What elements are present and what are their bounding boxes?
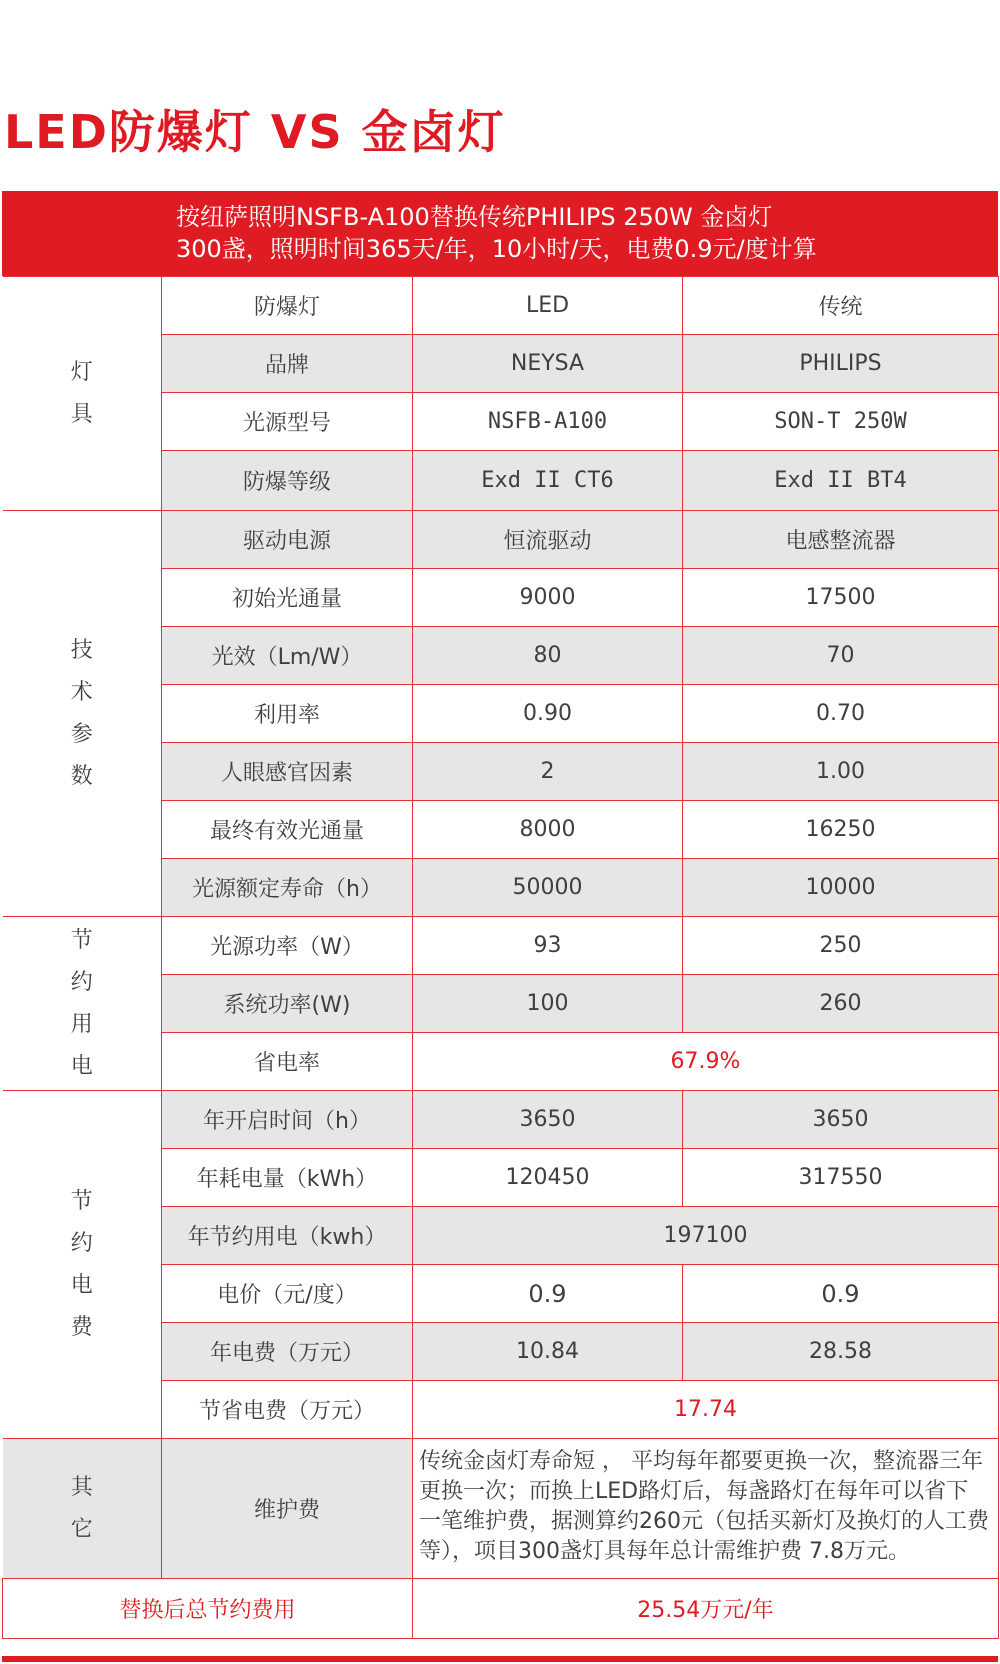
- cell-led: 93: [413, 917, 683, 975]
- row-label: 年节约用电（kwh）: [162, 1207, 413, 1265]
- cell-led: NSFB-A100: [413, 393, 683, 451]
- cell-traditional: 0.9: [683, 1265, 999, 1323]
- column-header-traditional: 传统: [683, 277, 999, 335]
- row-label: 光源功率（W）: [162, 917, 413, 975]
- row-label: 年开启时间（h）: [162, 1091, 413, 1149]
- cell-traditional: 电感整流器: [683, 511, 999, 569]
- row-label: 驱动电源: [162, 511, 413, 569]
- row-label: 节省电费（万元）: [162, 1381, 413, 1439]
- row-label: 防爆等级: [162, 451, 413, 511]
- row-label: 年耗电量（kWh）: [162, 1149, 413, 1207]
- table-row: [3, 917, 999, 975]
- table-row: [3, 277, 999, 335]
- cell-led: 120450: [413, 1149, 683, 1207]
- row-label: 维护费: [162, 1439, 413, 1579]
- cell-traditional: Exd II BT4: [683, 451, 999, 511]
- maintenance-note: 传统金卤灯寿命短 ， 平均每年都要更换一次，整流器三年更换一次；而换上LED路灯后，每盏路灯在每年可以省下一笔维护费，据测算约260元（包括买新灯及换灯的人工费等），项目300盏灯具每年总计需维护费 7.8万元。: [413, 1439, 999, 1579]
- banner-line-1: 按纽萨照明NSFB-A100替换传统PHILIPS 250W 金卤灯: [176, 203, 773, 231]
- page-title: LED防爆灯 VS 金卤灯: [4, 105, 506, 159]
- annual-kwh-saving-value: 197100: [413, 1207, 999, 1265]
- section-cost: 节 约 电 费: [3, 1091, 162, 1439]
- banner-line-2: 300盏，照明时间365天/年，10小时/天，电费0.9元/度计算: [176, 235, 817, 263]
- cell-traditional: SON-T 250W: [683, 393, 999, 451]
- row-label: 年电费（万元）: [162, 1323, 413, 1381]
- row-label: 最终有效光通量: [162, 801, 413, 859]
- row-label: 光源型号: [162, 393, 413, 451]
- cell-led: 50000: [413, 859, 683, 917]
- section-power: 节 约 用 电: [3, 917, 162, 1091]
- table-row: [3, 1091, 999, 1149]
- header-banner: [2, 191, 998, 276]
- cell-led: 0.90: [413, 685, 683, 743]
- cell-led: 80: [413, 627, 683, 685]
- cell-traditional: 0.70: [683, 685, 999, 743]
- cell-traditional: 70: [683, 627, 999, 685]
- saving-rate-value: 67.9%: [413, 1033, 999, 1091]
- row-label: 省电率: [162, 1033, 413, 1091]
- row-label: 品牌: [162, 335, 413, 393]
- cell-led: 100: [413, 975, 683, 1033]
- cell-led: 3650: [413, 1091, 683, 1149]
- cell-led: 9000: [413, 569, 683, 627]
- total-saving-label: 替换后总节约费用: [3, 1579, 413, 1639]
- row-label: 初始光通量: [162, 569, 413, 627]
- row-label: 利用率: [162, 685, 413, 743]
- cell-led: 2: [413, 743, 683, 801]
- row-label: 光效（Lm/W）: [162, 627, 413, 685]
- column-header-led: LED: [413, 277, 683, 335]
- cell-led: NEYSA: [413, 335, 683, 393]
- row-label: 防爆灯: [162, 277, 413, 335]
- total-saving-value: 25.54万元/年: [413, 1579, 999, 1639]
- section-fixture: 灯 具: [3, 277, 162, 511]
- cell-traditional: 1.00: [683, 743, 999, 801]
- comparison-table: [2, 276, 999, 1639]
- fee-saving-value: 17.74: [413, 1381, 999, 1439]
- cell-traditional: 317550: [683, 1149, 999, 1207]
- cell-led: 恒流驱动: [413, 511, 683, 569]
- row-label: 电价（元/度）: [162, 1265, 413, 1323]
- section-tech: 技 术 参 数: [3, 511, 162, 917]
- cell-led: 8000: [413, 801, 683, 859]
- cell-led: 10.84: [413, 1323, 683, 1381]
- cell-traditional: 250: [683, 917, 999, 975]
- table-row: [3, 1439, 999, 1579]
- cell-traditional: 16250: [683, 801, 999, 859]
- bottom-rule: [2, 1656, 998, 1662]
- table-row: [3, 511, 999, 569]
- cell-traditional: 260: [683, 975, 999, 1033]
- cell-led: 0.9: [413, 1265, 683, 1323]
- cell-traditional: 10000: [683, 859, 999, 917]
- cell-traditional: 3650: [683, 1091, 999, 1149]
- cell-traditional: 28.58: [683, 1323, 999, 1381]
- section-other: 其 它: [3, 1439, 162, 1579]
- table-row: [3, 1579, 999, 1639]
- cell-led: Exd II CT6: [413, 451, 683, 511]
- cell-traditional: 17500: [683, 569, 999, 627]
- cell-traditional: PHILIPS: [683, 335, 999, 393]
- row-label: 系统功率(W): [162, 975, 413, 1033]
- row-label: 光源额定寿命（h）: [162, 859, 413, 917]
- row-label: 人眼感官因素: [162, 743, 413, 801]
